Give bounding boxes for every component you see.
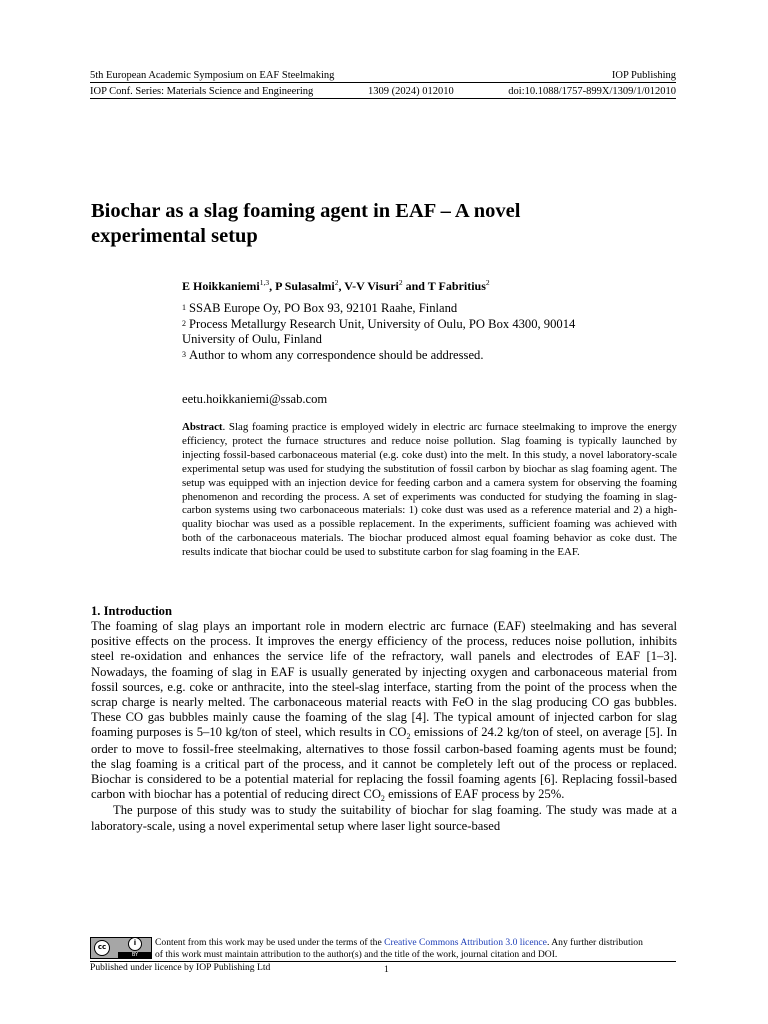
author-separator: ,: [269, 279, 276, 293]
creative-commons-link[interactable]: Creative Commons Attribution 3.0 licence: [384, 937, 547, 948]
author-name: V-V Visuri: [344, 279, 399, 293]
license-text: . Any further distribution: [546, 937, 643, 948]
paper-title-line: experimental setup: [91, 225, 258, 247]
license-line: of this work must maintain attribution to the author(s) and the title of the work, journal citation and DOI.: [155, 949, 558, 960]
abstract-text: . Slag foaming practice is employed widely in electric arc furnace steelmaking to improve the energy efficiency, protect the furnace structures and reduce noise pollution. Slag foaming is typically launched by injecting fossil-based carbonaceous material (e.g. coke dust) into the melt. In this study, a novel laboratory-scale experimental setup was used for studying the substitution of fossil carbon by biochar as slag foaming agent. The setup was equipped with an injection device for feeding carbon and a camera system for observing the foaming phenomenon and recording the process. A set of experiments was conducted for studying the foaming in slag-carbon systems using two carbonaceous materials: 1) coke dust was used as a reference material and 2) a high-quality biochar was used as a possible replacement. In the experiments, sufficient foaming was achieved with both of the carbonaceous materials. The biochar produced almost equal foaming behavior as coke dust. The results indicate that biochar could be used to substitute carbon for slag foaming in the EAF.: [182, 421, 677, 559]
affiliation-number: 3: [182, 349, 186, 359]
affiliation-text: SSAB Europe Oy, PO Box 93, 92101 Raahe, Finland: [189, 301, 458, 315]
paragraph-text: The foaming of slag plays an important role in modern electric arc furnace (EAF) steelmaking and has several positive effects on the process. It improves the energy efficiency of the process, reduces noise pollution, inhibits steel re-oxidation and enhances the service life of the refractory, wall panels and electrodes of EAF [1–3]. Nowadays, the foaming of slag in EAF is usually generated by injecting oxygen and carbonaceous material from fossil sources, e.g. coke or anthracite, into the steel-slag interface, starting from the point of the process when the scrap charge is nearly melted. The carbonaceous material reacts with FeO in the slag producing CO gas bubbles. These CO gas bubbles mainly cause the foaming of the slag [4]. The typical amount of injected carbon for slag foaming purposes is 5–10 kg/ton of steel, which results in CO: [91, 619, 677, 740]
paragraph: [91, 619, 677, 803]
paragraph-text: emissions of EAF process by 25%.: [384, 787, 565, 802]
person-icon: i: [128, 937, 142, 951]
paragraph: The purpose of this study was to study the suitability of biochar for slag foaming. The study was made at a laboratory-scale, using a novel experimental setup where laser light source-based: [91, 803, 677, 833]
section-heading-introduction: 1. Introduction: [91, 604, 172, 618]
affiliation-number: 1: [182, 303, 186, 312]
page-number: 1: [384, 964, 389, 975]
corresponding-email[interactable]: eetu.hoikkaniemi@ssab.com: [182, 392, 328, 406]
paragraph-text: emissions of 24.2 kg/ton of steel, on average [5]. In order to move to fossil-free steelmaking, alternatives to those fossil carbon-based foaming agents must be found; the slag foaming is a critical part of the process, and it cannot be completely left out of the process or replaced. Biochar is considered to be a potential material for replacing the fossil foaming agents [6]. Replacing fossil-based carbon with biochar has a potential of reducing direct CO: [91, 725, 677, 802]
running-header-volume: 1309 (2024) 012010: [368, 86, 454, 97]
author-affiliation-mark: 2: [398, 278, 403, 287]
paper-title: [91, 199, 691, 249]
subscript: 2: [380, 794, 385, 804]
affiliation-text: Process Metallurgy Research Unit, University of Oulu, PO Box 4300, 90014 University of Oulu, Finland: [182, 316, 576, 346]
abstract: [182, 421, 677, 560]
subscript: 2: [406, 732, 411, 742]
author-affiliation-mark: 1,3: [259, 278, 270, 287]
by-label: BY: [118, 952, 152, 959]
license-notice: [155, 937, 680, 961]
author-separator: and: [402, 279, 428, 293]
introduction-body: [91, 619, 677, 834]
author-affiliation-mark: 2: [485, 278, 490, 287]
author-name: T Fabritius: [427, 279, 486, 293]
author-separator: ,: [338, 279, 345, 293]
author-name: E Hoikkaniemi: [182, 279, 260, 293]
affiliation: [182, 301, 652, 317]
license-text: Content from this work may be used under the terms of the: [155, 937, 385, 948]
running-header-conference: 5th European Academic Symposium on EAF Steelmaking: [90, 70, 335, 81]
cc-by-license-badge[interactable]: [90, 937, 152, 959]
author-name: P Sulasalmi: [275, 279, 335, 293]
affiliation-list: [182, 301, 652, 363]
license-line: [155, 937, 680, 949]
cc-icon: cc: [94, 940, 110, 956]
abstract-label: Abstract: [182, 421, 223, 433]
affiliation: [182, 317, 630, 348]
affiliation: [182, 348, 652, 364]
affiliation-number: 2: [182, 318, 186, 328]
publisher-notice: Published under licence by IOP Publishing Ltd: [90, 962, 271, 973]
paper-title-line: Biochar as a slag foaming agent in EAF – A novel: [91, 200, 521, 222]
author-list: [182, 279, 490, 294]
running-header-series: IOP Conf. Series: Materials Science and Engineering: [90, 86, 314, 97]
author-affiliation-mark: 2: [334, 278, 339, 287]
running-header-doi: doi:10.1088/1757-899X/1309/1/012010: [508, 86, 676, 97]
affiliation-text: Author to whom any correspondence should be addressed.: [189, 347, 484, 362]
header-rule-bottom: [90, 98, 676, 99]
running-header-publisher: IOP Publishing: [611, 70, 676, 81]
header-rule: [90, 82, 676, 83]
